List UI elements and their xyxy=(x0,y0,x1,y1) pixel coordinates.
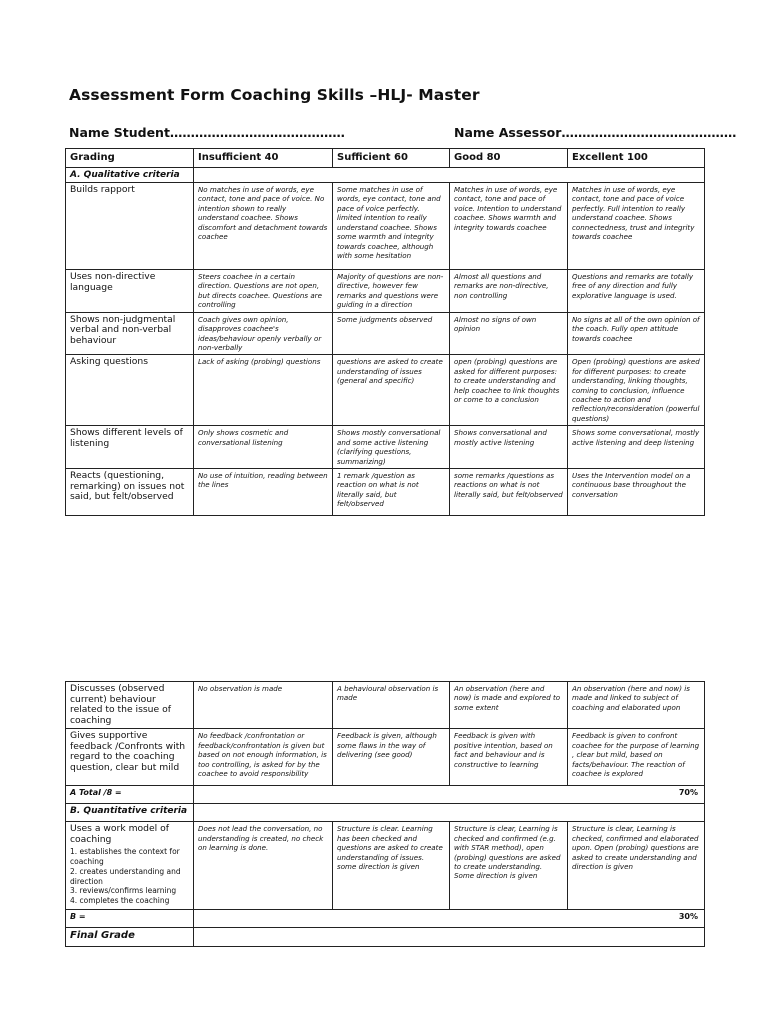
total-a-row xyxy=(66,786,705,804)
criterion-cell xyxy=(66,822,194,910)
grade-cell: Structure is clear. Learning has been checked and questions are asked to create understanding of issues. some direction is given xyxy=(333,822,450,910)
final-grade-row xyxy=(66,928,705,947)
final-grade-label: Final Grade xyxy=(66,928,194,947)
grade-cell: An observation (here and now) is made and explored to some extent xyxy=(450,682,568,729)
grade-cell: some remarks /questions as reactions on what is not literally said, but felt/observed xyxy=(450,469,568,516)
header-good: Good 80 xyxy=(450,149,568,168)
grade-cell: A behavioural observation is made xyxy=(333,682,450,729)
grade-cell: No feedback /confrontation or feedback/confrontation is given but based on not enough information, is too controlling, is asked for by the coachee to avoid responsibility xyxy=(194,729,333,786)
table-header-row xyxy=(66,149,705,168)
grade-cell: Shows conversational and mostly active listening xyxy=(450,426,568,469)
header-sufficient: Sufficient 60 xyxy=(333,149,450,168)
grade-cell: An observation (here and now) is made and linked to subject of coaching and elaborated upon xyxy=(568,682,705,729)
assessment-table-continued xyxy=(65,681,705,947)
total-a-percentage: 70% xyxy=(194,786,705,804)
grade-cell: Steers coachee in a certain direction. Questions are not open, but directs coachee. Questions are controlling xyxy=(194,270,333,313)
total-b-label: B = xyxy=(66,910,194,928)
grade-cell: Majority of questions are non-directive, however few remarks and questions were guiding in a direction xyxy=(333,270,450,313)
grade-cell: Matches in use of words, eye contact, tone and pace of voice. Intention to understand coachee. Shows warmth and integrity towards coachee xyxy=(450,183,568,270)
table-row xyxy=(66,822,705,910)
grade-cell: Only shows cosmetic and conversational listening xyxy=(194,426,333,469)
header-grading: Grading xyxy=(66,149,194,168)
grade-cell: 1 remark /question as reaction on what is not literally said, but felt/observed xyxy=(333,469,450,516)
grade-cell: Does not lead the conversation, no understanding is created, no check on learning is done. xyxy=(194,822,333,910)
grade-cell: Structure is clear, Learning is checked and confirmed (e.g. with STAR method), open (probing) questions are asked to create understanding. Some direction is given xyxy=(450,822,568,910)
table-row xyxy=(66,426,705,469)
section-a-label: A. Qualitative criteria xyxy=(66,168,194,183)
grade-cell: No use of intuition, reading between the lines xyxy=(194,469,333,516)
table-row xyxy=(66,682,705,729)
grade-cell: Feedback is given to confront coachee for the purpose of learning , clear but mild, based on facts/behaviour. The reaction of coachee is explored xyxy=(568,729,705,786)
criterion-cell: Shows non-judgmental verbal and non-verbal behaviour xyxy=(66,312,194,355)
section-b-empty xyxy=(194,804,705,822)
table-row xyxy=(66,312,705,355)
grade-cell: Almost all questions and remarks are non-directive, non controlling xyxy=(450,270,568,313)
table-row xyxy=(66,270,705,313)
table-row xyxy=(66,469,705,516)
section-b-row xyxy=(66,804,705,822)
criterion-cell: Shows different levels of listening xyxy=(66,426,194,469)
grade-cell: Feedback is given, although some flaws in the way of delivering (see good) xyxy=(333,729,450,786)
section-a-empty xyxy=(194,168,705,183)
criterion-cell: Builds rapport xyxy=(66,183,194,270)
grade-cell: Shows some conversational, mostly active listening and deep listening xyxy=(568,426,705,469)
header-insufficient: Insufficient 40 xyxy=(194,149,333,168)
final-grade-value[interactable] xyxy=(194,928,705,947)
total-a-label: A Total /8 = xyxy=(66,786,194,804)
criterion-cell: Asking questions xyxy=(66,355,194,426)
grade-cell: Structure is clear, Learning is checked, confirmed and elaborated upon. Open (probing) questions are asked to create understanding and direction is given xyxy=(568,822,705,910)
section-a-row xyxy=(66,168,705,183)
grade-cell: Lack of asking (probing) questions xyxy=(194,355,333,426)
page-title: Assessment Form Coaching Skills –HLJ- Master xyxy=(69,86,480,104)
name-assessor-label: Name Assessor…………………………………… xyxy=(454,125,737,140)
grade-cell: open (probing) questions are asked for different purposes: to create understanding and help coachee to link thoughts or come to a conclusion xyxy=(450,355,568,426)
grade-cell: questions are asked to create understanding of issues (general and specific) xyxy=(333,355,450,426)
criterion-cell: Uses non-directive language xyxy=(66,270,194,313)
work-model-step: 2. creates understanding and direction xyxy=(70,866,181,886)
work-model-step: 3. reviews/confirms learning xyxy=(70,886,177,896)
work-model-step: 4. completes the coaching xyxy=(70,896,170,906)
criterion-title: Uses a work model of coaching xyxy=(70,823,169,845)
grade-cell: Feedback is given with positive intention, based on fact and behaviour and is constructive to learning xyxy=(450,729,568,786)
work-model-steps xyxy=(70,847,189,906)
header-excellent: Excellent 100 xyxy=(568,149,705,168)
grade-cell: Some judgments observed xyxy=(333,312,450,355)
grade-cell: Questions and remarks are totally free of any direction and fully explorative language is used. xyxy=(568,270,705,313)
grade-cell: Coach gives own opinion, disapproves coachee's ideas/behaviour openly verbally or non-verbally xyxy=(194,312,333,355)
work-model-step: 1. establishes the context for coaching xyxy=(70,847,180,867)
grade-cell: Some matches in use of words, eye contact, tone and pace of voice perfectly. limited intention to really understand coachee. Shows some warmth and integrity towards coachee, although with some hesitation xyxy=(333,183,450,270)
grade-cell: No observation is made xyxy=(194,682,333,729)
grade-cell: Matches in use of words, eye contact, tone and pace of voice perfectly. Full intention to really understand coachee. Shows connectedness, trust and integrity towards coachee xyxy=(568,183,705,270)
grade-cell: Uses the Intervention model on a continuous base throughout the conversation xyxy=(568,469,705,516)
table-row xyxy=(66,355,705,426)
grade-cell: No signs at all of the own opinion of the coach. Fully open attitude towards coachee xyxy=(568,312,705,355)
grade-cell: Almost no signs of own opinion xyxy=(450,312,568,355)
criterion-cell: Discusses (observed current) behaviour related to the issue of coaching xyxy=(66,682,194,729)
criterion-cell: Reacts (questioning, remarking) on issues not said, but felt/observed xyxy=(66,469,194,516)
total-b-percentage: 30% xyxy=(194,910,705,928)
grade-cell: Shows mostly conversational and some active listening (clarifying questions, summarizing) xyxy=(333,426,450,469)
table-row xyxy=(66,729,705,786)
criterion-cell: Gives supportive feedback /Confronts with regard to the coaching question, clear but mild xyxy=(66,729,194,786)
name-student-label: Name Student…………………………………… xyxy=(69,125,345,140)
assessment-table-qualitative xyxy=(65,148,705,516)
grade-cell: No matches in use of words, eye contact, tone and pace of voice. No intention shown to really understand coachee. Shows discomfort and detachment towards coachee xyxy=(194,183,333,270)
section-b-label: B. Quantitative criteria xyxy=(66,804,194,822)
table-row xyxy=(66,183,705,270)
grade-cell: Open (probing) questions are asked for different purposes: to create understanding, linking thoughts, coming to conclusion, influence coachee to action and reflection/reconsideration (powerful questions) xyxy=(568,355,705,426)
total-b-row xyxy=(66,910,705,928)
